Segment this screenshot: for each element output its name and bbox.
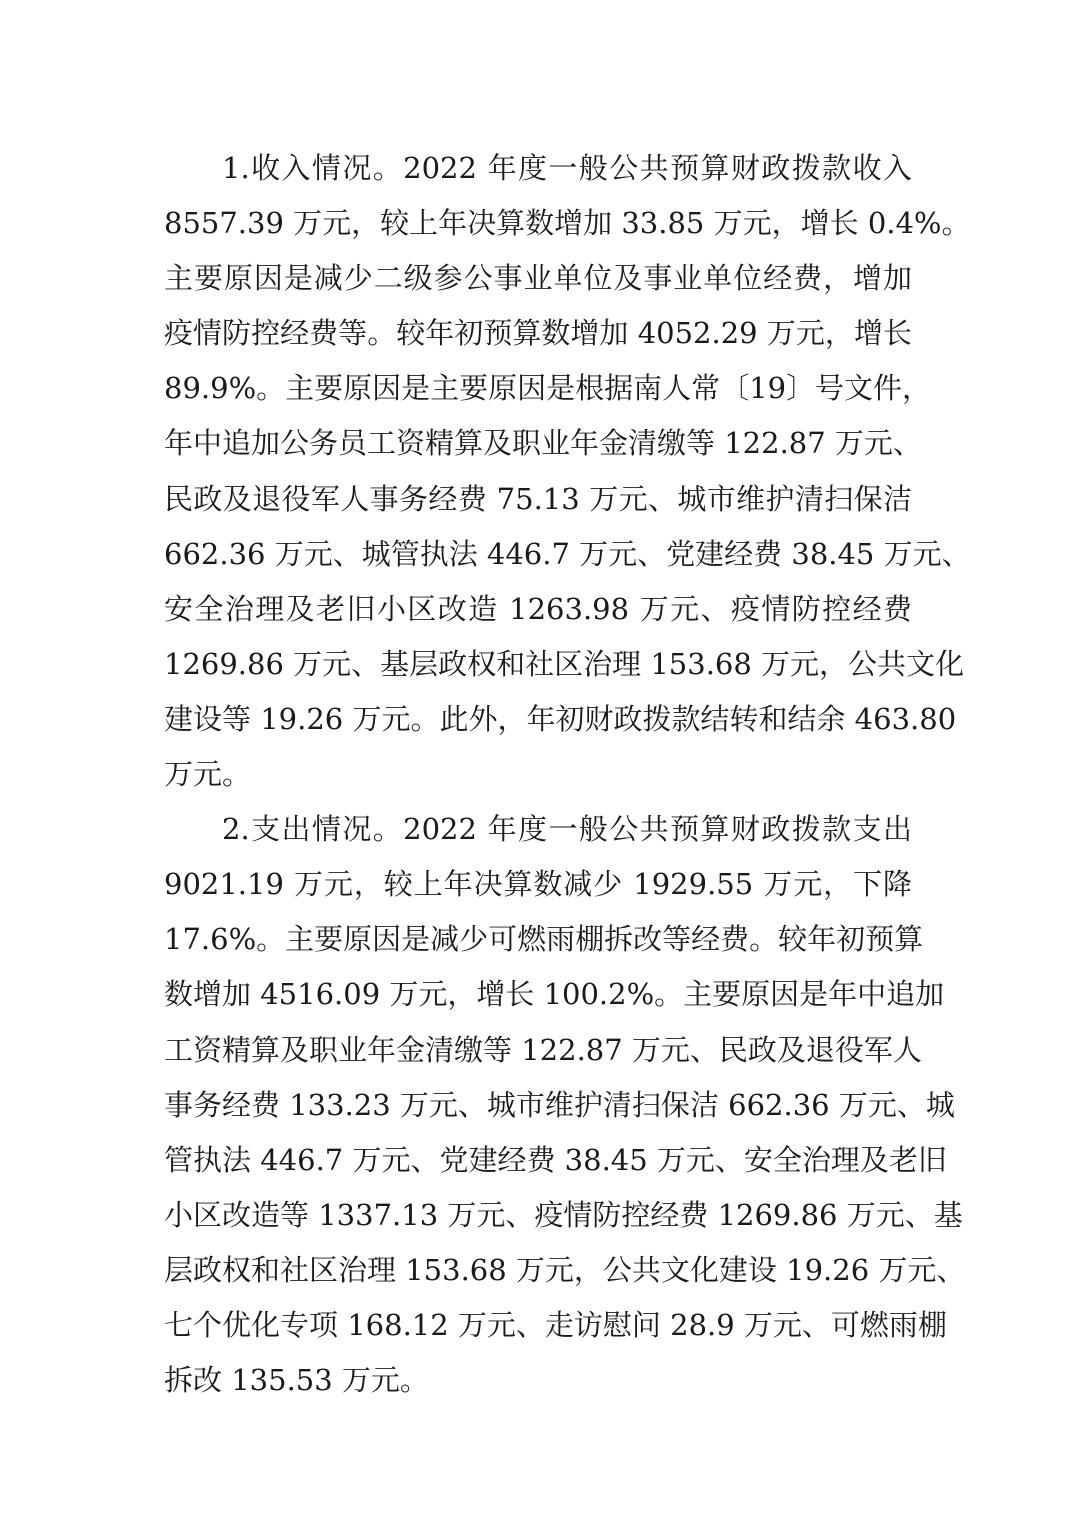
text-line: 安全治理及老旧小区改造 1263.98 万元、疫情防控经费 bbox=[164, 591, 912, 626]
text-line: 工资精算及职业年金清缴等 122.87 万元、民政及退役军人 bbox=[164, 1032, 922, 1067]
text-line: 建设等 19.26 万元。此外，年初财政拨款结转和结余 463.80 bbox=[164, 701, 957, 736]
text-line: 662.36 万元、城管执法 446.7 万元、党建经费 38.45 万元、 bbox=[164, 536, 971, 571]
text-line: 层政权和社区治理 153.68 万元，公共文化建设 19.26 万元、 bbox=[164, 1252, 966, 1287]
text-line: 17.6%。主要原因是减少可燃雨棚拆改等经费。较年初预算 bbox=[164, 922, 924, 957]
text-line: 89.9%。主要原因是主要原因是根据南人常〔19〕号文件， bbox=[164, 371, 932, 406]
text-line: 1.收入情况。2022 年度一般公共预算财政拨款收入 bbox=[222, 151, 912, 185]
text-line: 年中追加公务员工资精算及职业年金清缴等 122.87 万元、 bbox=[164, 426, 922, 461]
text-line: 2.支出情况。2022 年度一般公共预算财政拨款支出 bbox=[222, 812, 912, 847]
text-line: 七个优化专项 168.12 万元、走访慰问 28.9 万元、可燃雨棚 bbox=[164, 1307, 947, 1342]
text-line: 万元。 bbox=[164, 757, 252, 792]
text-line: 8557.39 万元，较上年决算数增加 33.85 万元，增长 0.4%。 bbox=[164, 206, 971, 241]
document-body bbox=[164, 141, 971, 1408]
text-line: 民政及退役军人事务经费 75.13 万元、城市维护清扫保洁 bbox=[164, 481, 912, 516]
text-line: 拆改 135.53 万元。 bbox=[164, 1363, 429, 1398]
text-line: 9021.19 万元，较上年决算数减少 1929.55 万元，下降 bbox=[164, 867, 912, 902]
text-line: 小区改造等 1337.13 万元、疫情防控经费 1269.86 万元、基 bbox=[164, 1197, 963, 1232]
paragraph-income bbox=[164, 141, 971, 802]
text-line: 管执法 446.7 万元、党建经费 38.45 万元、安全治理及老旧 bbox=[164, 1142, 947, 1177]
text-line: 事务经费 133.23 万元、城市维护清扫保洁 662.36 万元、城 bbox=[164, 1087, 955, 1122]
text-line: 数增加 4516.09 万元，增长 100.2%。主要原因是年中追加 bbox=[164, 977, 945, 1012]
text-line: 疫情防控经费等。较年初预算数增加 4052.29 万元，增长 bbox=[164, 316, 912, 351]
text-line: 主要原因是减少二级参公事业单位及事业单位经费，增加 bbox=[164, 261, 912, 296]
text-line: 1269.86 万元、基层政权和社区治理 153.68 万元，公共文化 bbox=[164, 646, 965, 681]
paragraph-expenditure bbox=[164, 802, 966, 1408]
